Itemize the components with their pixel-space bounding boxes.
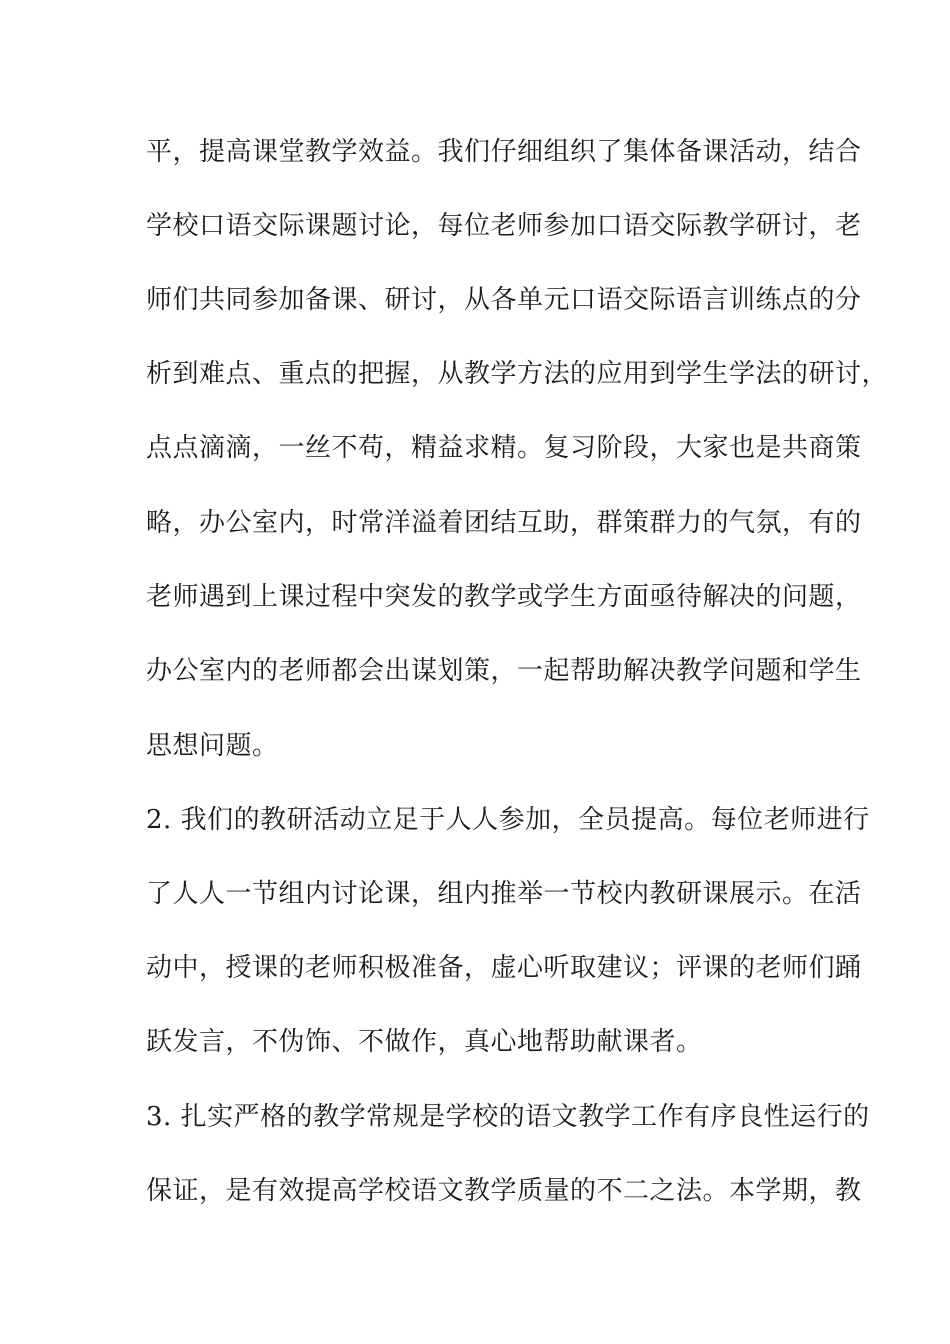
text-line: 学校口语交际课题讨论，每位老师参加口语交际教学研讨，老 <box>146 211 862 241</box>
text-line: 动中，授课的老师积极准备，虚心听取建议；评课的老师们踊 <box>146 953 862 983</box>
text-line: 跃发言，不伪饰、不做作，真心地帮助献课者。 <box>146 1027 703 1057</box>
text-line: 析到难点、重点的把握，从教学方法的应用到学生学法的研讨， <box>146 359 889 389</box>
numbered-paragraph-2: 2. 我们的教研活动立足于人人参加，全员提高。每位老师进行 <box>146 805 870 835</box>
text-line: 点点滴滴，一丝不苟，精益求精。复习阶段，大家也是共商策 <box>146 433 862 463</box>
text-line: 老师遇到上课过程中突发的教学或学生方面亟待解决的问题， <box>146 582 862 612</box>
text-line: 办公室内的老师都会出谋划策，一起帮助解决教学问题和学生 <box>146 656 862 686</box>
text-line: 思想问题。 <box>146 731 279 761</box>
text-line: 平，提高课堂教学效益。我们仔细组织了集体备课活动，结合 <box>146 137 862 167</box>
text-line: 了人人一节组内讨论课，组内推举一节校内教研课展示。在活 <box>146 879 862 909</box>
text-line: 保证，是有效提高学校语文教学质量的不二之法。本学期，教 <box>146 1176 862 1206</box>
text-line: 师们共同参加备课、研讨，从各单元口语交际语言训练点的分 <box>146 285 862 315</box>
numbered-paragraph-3: 3. 扎实严格的教学常规是学校的语文教学工作有序良性运行的 <box>146 1102 870 1132</box>
text-line: 略，办公室内，时常洋溢着团结互助，群策群力的气氛，有的 <box>146 508 862 538</box>
